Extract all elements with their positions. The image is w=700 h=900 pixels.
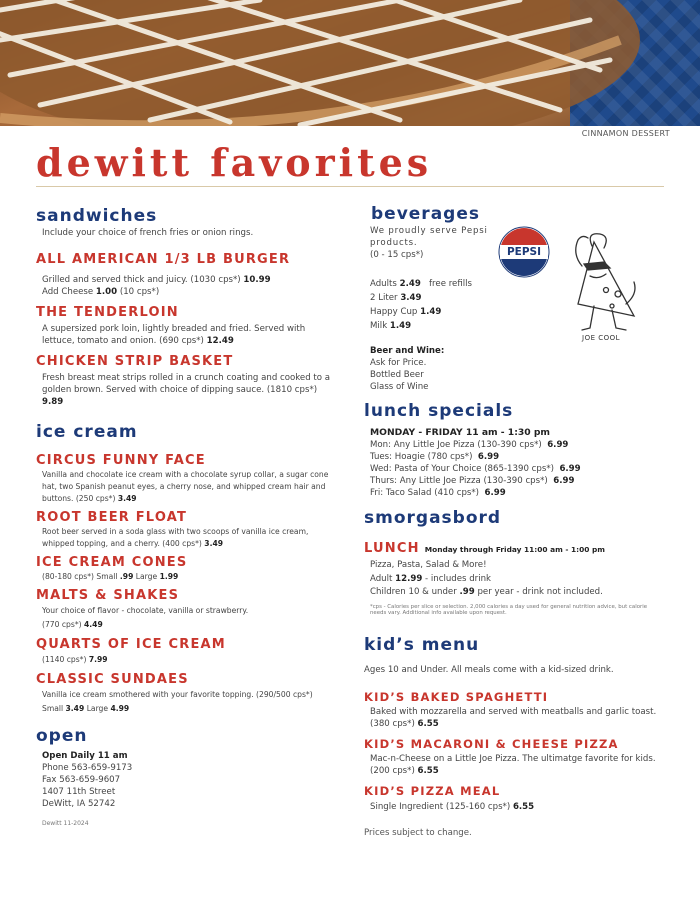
menu-item-desc: Mac-n-Cheese on a Little Joe Pizza. The ultimatge favorite for kids. (200 cps*) 6.55 <box>370 753 656 776</box>
menu-item-desc: Baked with mozzarella and served with meatballs and garlic toast. (380 cps*) 6.55 <box>370 706 657 729</box>
price: 7.99 <box>88 655 108 664</box>
left-column <box>36 200 336 827</box>
lunch-specials-heading: lunch specials <box>364 401 514 421</box>
menu-item-desc: Vanilla and chocolate ice cream with a chocolate syrup collar, a sugar cone hat, two Spanish peanut eyes, a cherry nose, and whipped cream hair and buttons. (250 cps*) 3.49 <box>42 470 329 503</box>
menu-item-name: CHICKEN STRIP BASKET <box>36 354 234 369</box>
price: 6.99 <box>547 440 569 450</box>
menu-item-name: ALL AMERICAN 1/3 LB BURGER <box>36 252 291 267</box>
smorgasbord-lunch-line <box>364 540 664 557</box>
city-address: DeWitt, IA 52742 <box>42 799 116 809</box>
beer-wine-line: Glass of Wine <box>370 382 429 392</box>
lunch-special-row: Tues: Hoagie (780 cps*) 6.99 <box>370 452 500 462</box>
menu-item-name: CIRCUS FUNNY FACE <box>36 453 206 468</box>
price: 4.49 <box>84 620 103 629</box>
lunch-special-row: Wed: Pasta of Your Choice (865-1390 cps*) 6.99 <box>370 464 581 474</box>
price: 3.49 <box>400 293 422 303</box>
page-title: dewitt favorites <box>36 140 433 185</box>
cinnamon-icing-drizzle <box>0 0 700 126</box>
price: 6.55 <box>417 718 439 729</box>
beverages-cal: (0 - 15 cps*) <box>370 250 424 260</box>
price: 6.99 <box>553 476 575 486</box>
hero-caption: CINNAMON DESSERT <box>581 129 670 138</box>
menu-item-name: ICE CREAM CONES <box>36 555 188 570</box>
price-disclaimer: Prices subject to change. <box>364 827 472 838</box>
fax-number: Fax 563-659-9607 <box>42 775 121 785</box>
menu-item-addon: Add Cheese 1.00 (10 cps*) <box>42 287 160 297</box>
smorgasbord-lunch-label: LUNCH <box>364 541 420 556</box>
menu-item-desc: (1140 cps*) 7.99 <box>42 655 108 664</box>
price: 6.99 <box>559 464 581 474</box>
smorgasbord-hours: Monday through Friday 11:00 am - 1:00 pm <box>424 545 605 554</box>
price: 2.49 <box>399 279 421 289</box>
beverage-row: 2 Liter 3.49 <box>370 293 422 303</box>
smorgasbord-heading: smorgasbord <box>364 508 502 528</box>
hero-image <box>0 0 700 126</box>
menu-item-desc: Fresh breast meat strips rolled in a crunch coating and cooked to a golden brown. Served with choice of dipping sauce. (1810 cps*) 9.89 <box>42 373 331 407</box>
lunch-special-row: Mon: Any Little Joe Pizza (130-390 cps*) 6.99 <box>370 440 569 450</box>
title-divider <box>36 186 664 187</box>
open-heading: open <box>36 726 88 746</box>
price: 12.99 <box>395 573 423 584</box>
menu-item-desc: Vanilla ice cream smothered with your favorite topping. (290/500 cps*) Small 3.49 Large 4.99 <box>42 690 313 713</box>
menu-item-desc: Single Ingredient (125-160 cps*) 6.55 <box>370 801 535 812</box>
price: .99 <box>459 587 475 597</box>
price: 1.49 <box>389 321 412 331</box>
open-hours: Open Daily 11 am <box>42 751 128 761</box>
menu-item-name: THE TENDERLOIN <box>36 305 179 320</box>
beer-wine-heading: Beer and Wine: <box>370 346 445 356</box>
calorie-footnote: *cps - Calories per slice or selection. 2,000 calories a day used for general nutrition advice, but calorie needs vary. Additional info available upon request. <box>370 603 648 616</box>
price: 10.99 <box>243 275 271 285</box>
menu-item-desc: Your choice of flavor - chocolate, vanilla or strawberry. <box>42 606 249 615</box>
price: 6.55 <box>512 801 535 812</box>
price: 12.49 <box>206 336 234 346</box>
print-code: Dewitt 11-2024 <box>42 820 89 827</box>
kids-menu-intro: Ages 10 and Under. All meals come with a kid-sized drink. <box>364 664 614 675</box>
price: 6.55 <box>417 765 439 776</box>
price: 6.99 <box>484 488 506 498</box>
menu-item-desc: Root beer served in a soda glass with two scoops of vanilla ice cream, whipped topping, and a cherry. (400 cps*) 3.49 <box>42 527 309 548</box>
phone-number: Phone 563-659-9173 <box>42 763 133 773</box>
price: 3.49 <box>204 539 224 548</box>
right-column <box>364 200 664 839</box>
beverage-row: Milk 1.49 <box>370 321 412 331</box>
menu-item-desc: Grilled and served thick and juicy. (1030 cps*) 10.99 <box>42 275 271 285</box>
price: 1.99 <box>159 572 179 581</box>
sandwiches-intro: Include your choice of french fries or onion rings. <box>42 228 254 238</box>
menu-item-name: QUARTS OF ICE CREAM <box>36 637 226 652</box>
sandwiches-heading: sandwiches <box>36 206 158 226</box>
menu-item-name: CLASSIC SUNDAES <box>36 672 189 687</box>
beverage-row: Happy Cup 1.49 <box>370 307 442 317</box>
lunch-specials-days: MONDAY - FRIDAY 11 am - 1:30 pm <box>370 427 551 438</box>
lunch-special-row: Fri: Taco Salad (410 cps*) 6.99 <box>370 488 506 498</box>
smorgasbord-kids: Children 10 & under .99 per year - drink not included. <box>370 587 603 597</box>
smorgasbord-adult: Adult 12.99 - includes drink <box>370 573 492 584</box>
menu-item-desc: (80-180 cps*) Small .99 Large 1.99 <box>42 572 179 581</box>
ice-cream-heading: ice cream <box>36 422 138 442</box>
street-address: 1407 11th Street <box>42 787 116 797</box>
kids-menu-heading: kid’s menu <box>364 634 480 655</box>
price: 1.00 <box>95 287 118 297</box>
price: 3.49 <box>117 494 137 503</box>
mascot-caption: JOE COOL <box>582 334 621 342</box>
price: .99 <box>119 572 134 581</box>
menu-item-name: KID’S MACARONI & CHEESE PIZZA <box>364 736 619 751</box>
lunch-special-row: Thurs: Any Little Joe Pizza (130-390 cps*) 6.99 <box>370 476 575 486</box>
menu-item-name: KID’S PIZZA MEAL <box>364 783 501 798</box>
price: 1.49 <box>420 307 442 317</box>
price: 9.89 <box>42 397 64 407</box>
beverages-intro: We proudly serve Pepsi products. <box>370 226 488 248</box>
price: 6.99 <box>477 452 500 462</box>
menu-item-name: MALTS & SHAKES <box>36 588 180 603</box>
beverages-heading: beverages <box>371 204 480 224</box>
pepsi-logo-text: PEPSI <box>506 246 542 258</box>
price: 4.99 <box>110 704 130 713</box>
beer-wine-line: Ask for Price. <box>370 358 427 368</box>
beverage-row: Adults 2.49 free refills <box>370 279 473 289</box>
smorgasbord-desc: Pizza, Pasta, Salad & More! <box>370 560 487 570</box>
menu-item-name: KID’S BAKED SPAGHETTI <box>364 689 549 704</box>
menu-item-desc: A supersized pork loin, lightly breaded and fried. Served with lettuce, tomato and onion. (690 cps*) 12.49 <box>42 324 306 346</box>
menu-item-desc: (770 cps*) 4.49 <box>42 620 103 629</box>
price: 3.49 <box>65 704 85 713</box>
menu-item-name: ROOT BEER FLOAT <box>36 510 188 525</box>
beer-wine-line: Bottled Beer <box>370 370 424 380</box>
pepsi-logo-icon <box>498 226 550 278</box>
